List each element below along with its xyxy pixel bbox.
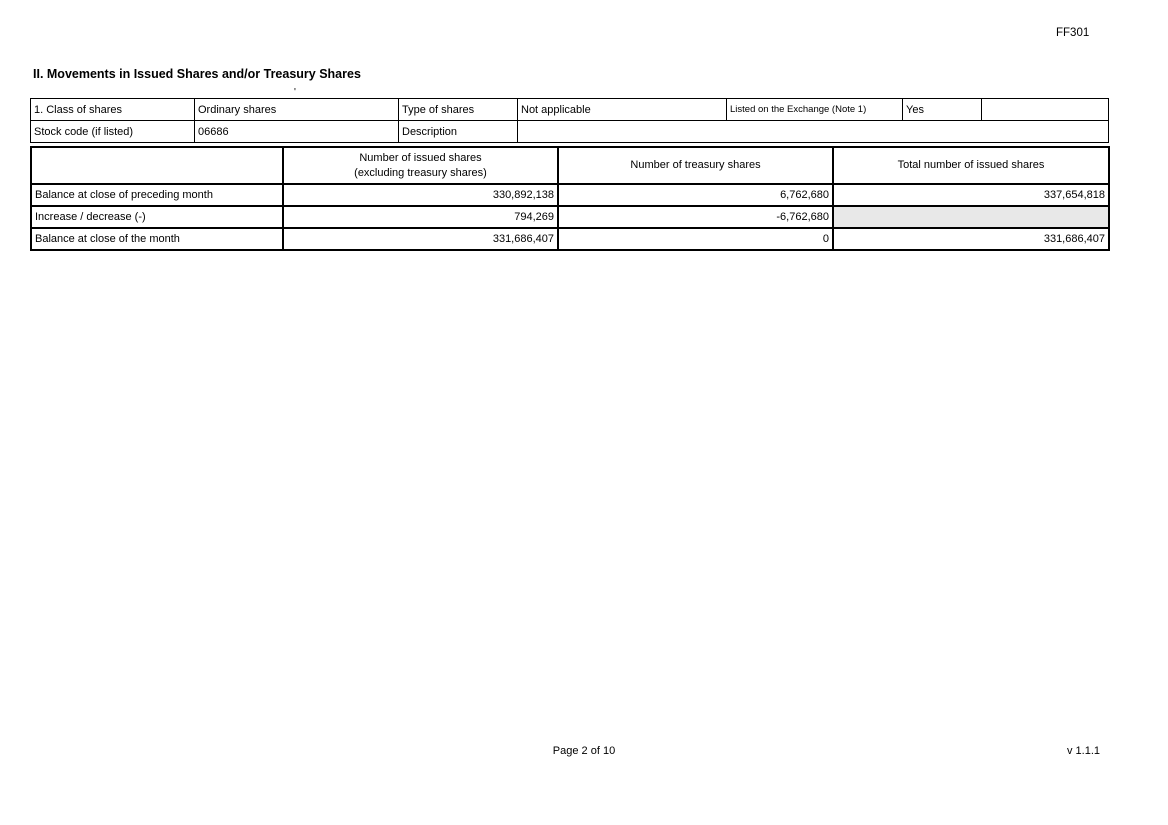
stock-code-label: Stock code (if listed) [31,121,195,143]
movements-table [30,146,1110,251]
issued-value: 794,269 [283,206,558,228]
treasury-value: 0 [558,228,833,250]
row-label: Balance at close of preceding month [31,184,283,206]
share-class-row-2 [31,121,1109,143]
total-value: 337,654,818 [833,184,1109,206]
listed-on-exchange-value: Yes [903,99,982,121]
treasury-value: -6,762,680 [558,206,833,228]
issued-shares-header [283,147,558,184]
share-class-row-1 [31,99,1109,121]
issued-value: 330,892,138 [283,184,558,206]
row-label: Increase / decrease (-) [31,206,283,228]
class-of-shares-value: Ordinary shares [195,99,399,121]
issued-shares-header-line2: (excluding treasury shares) [354,166,487,179]
issued-shares-header-line1: Number of issued shares [359,152,482,165]
class-of-shares-label: 1. Class of shares [31,99,195,121]
type-of-shares-label: Type of shares [399,99,518,121]
total-shares-header: Total number of issued shares [833,147,1109,184]
treasury-shares-header: Number of treasury shares [558,147,833,184]
total-value: 331,686,407 [833,228,1109,250]
description-value [518,121,1109,143]
page-indicator: Page 2 of 10 [552,745,616,757]
page-title: II. Movements in Issued Shares and/or Treasury Shares [33,67,361,81]
type-of-shares-value: Not applicable [518,99,727,121]
stray-mark: ' [294,87,296,98]
total-value-shaded-cell [833,206,1109,228]
table-row-preceding-month [31,184,1109,206]
listed-on-exchange-label: Listed on the Exchange (Note 1) [727,99,903,121]
row-label-header [31,147,283,184]
movements-header-row [31,147,1109,184]
treasury-value: 6,762,680 [558,184,833,206]
stock-code-value: 06686 [195,121,399,143]
table-row-increase-decrease [31,206,1109,228]
share-class-table [30,98,1109,143]
issued-value: 331,686,407 [283,228,558,250]
empty-trailing-cell [982,99,1109,121]
description-label: Description [399,121,518,143]
row-label: Balance at close of the month [31,228,283,250]
form-code: FF301 [1056,27,1090,39]
table-row-close-of-month [31,228,1109,250]
version-label: v 1.1.1 [1066,745,1100,757]
